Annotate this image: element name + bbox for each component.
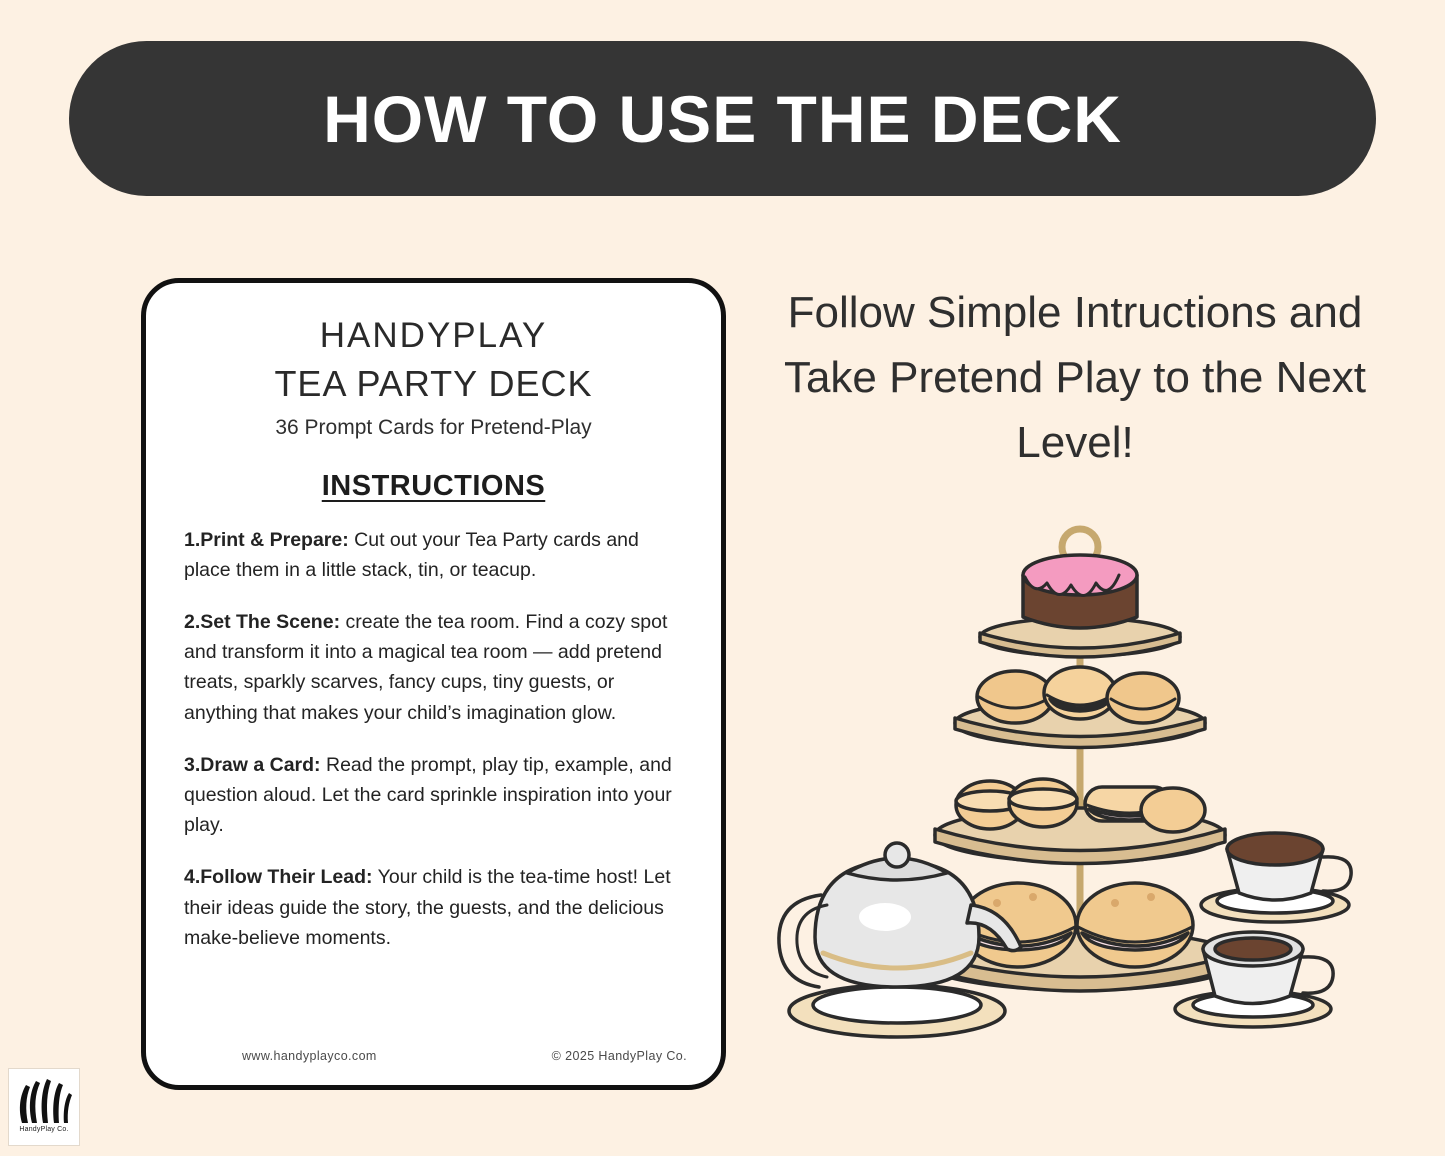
step-label: 1.Print & Prepare: xyxy=(184,528,349,551)
step-text: Your child is the tea-time host! Let their ideas guide the story, the guests, and the delicious make-believe moments. xyxy=(184,866,671,949)
step-text: Cut out your Tea Party cards and place them in a little stack, tin, or teacup. xyxy=(184,528,639,581)
card-copyright: © 2025 HandyPlay Co. xyxy=(551,1049,687,1063)
instruction-step xyxy=(184,750,683,841)
instruction-steps xyxy=(184,525,683,954)
card-subtitle: 36 Prompt Cards for Pretend-Play xyxy=(275,415,592,439)
instructions-heading: INSTRUCTIONS xyxy=(321,469,546,502)
instruction-card xyxy=(141,278,726,1090)
page-title: HOW TO USE THE DECK xyxy=(323,81,1122,156)
card-brand: HANDYPLAY xyxy=(319,316,548,355)
right-headline: Follow Simple Intructions and Take Pretend Play to the Next Level! xyxy=(783,288,1367,468)
step-label: 4.Follow Their Lead: xyxy=(184,866,373,889)
step-text: create the tea room. Find a cozy spot and transform it into a magical tea room — add pretend treats, sparkly scarves, fancy cups, tiny guests, or anything that makes your child’s imagination glow. xyxy=(184,610,668,724)
card-footer xyxy=(184,1049,687,1063)
step-label: 3.Draw a Card: xyxy=(184,753,321,776)
step-text: Read the prompt, play tip, example, and question aloud. Let the card sprinkle inspiration into your play. xyxy=(184,753,672,837)
instruction-step xyxy=(184,862,683,953)
tea-party-illustration xyxy=(775,505,1385,1065)
handyplay-logo xyxy=(8,1068,80,1146)
hand-icon xyxy=(16,1073,72,1125)
instruction-step xyxy=(184,607,683,728)
card-deck-name: TEA PARTY DECK xyxy=(274,362,593,404)
card-website: www.handyplayco.com xyxy=(242,1049,377,1063)
header-banner xyxy=(69,41,1376,196)
logo-text: HandyPlay Co. xyxy=(19,1126,69,1133)
step-label: 2.Set The Scene: xyxy=(184,610,341,633)
instruction-step xyxy=(184,525,683,585)
